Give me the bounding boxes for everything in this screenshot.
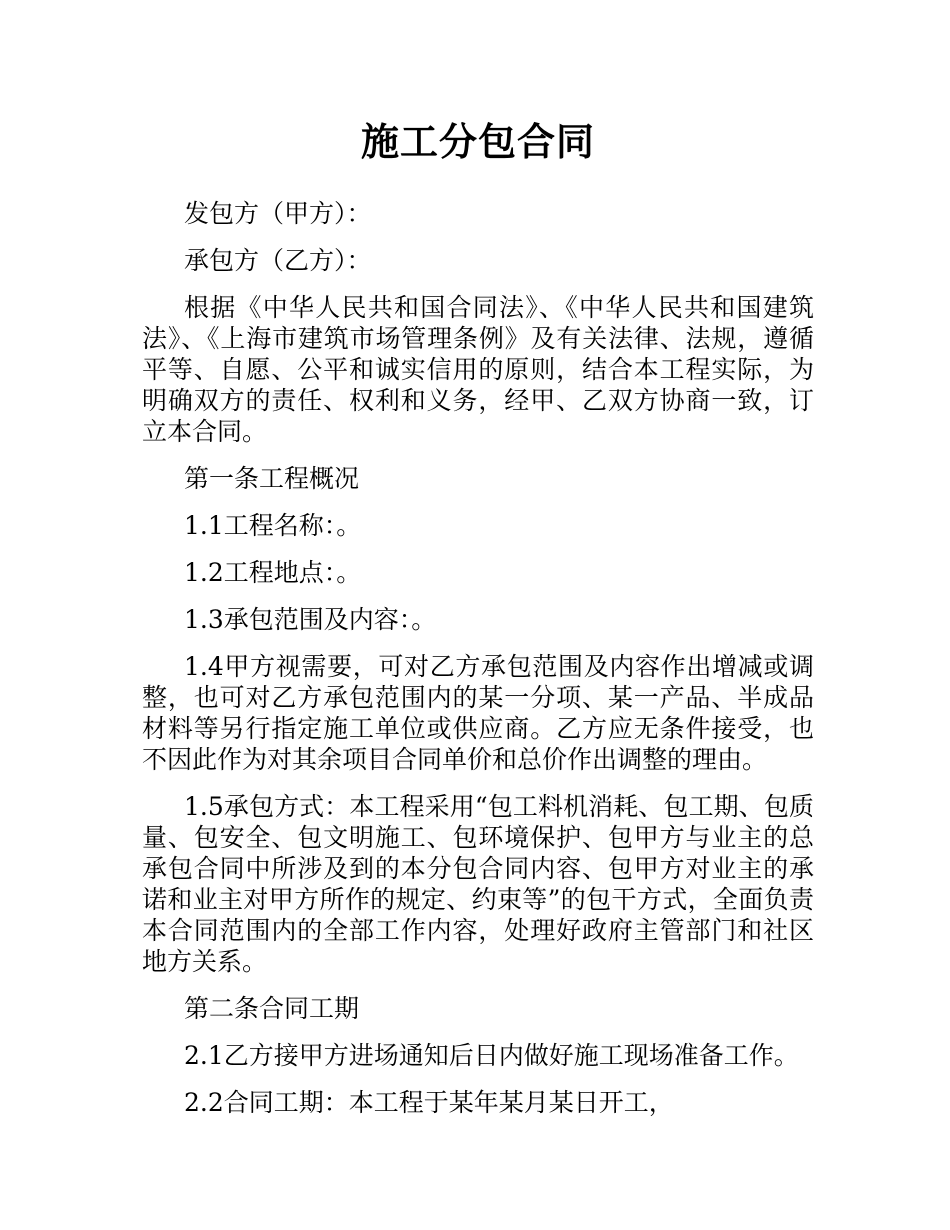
article-2-heading: 第二条合同工期 [184, 994, 360, 1023]
article-1-heading: 第一条工程概况 [184, 464, 360, 493]
party-b-line: 承包方（乙方）： [184, 246, 372, 275]
clause-1-3: 1.3承包范围及内容：。 [184, 605, 437, 634]
clause-2-1: 2.1乙方接甲方进场通知后日内做好施工现场准备工作。 [184, 1041, 799, 1070]
document-page [142, 116, 814, 1134]
clause-2-2: 2.2合同工期：本工程于某年某月某日开工， [184, 1088, 674, 1117]
clause-1-1: 1.1工程名称：。 [184, 511, 362, 540]
clause-1-2: 1.2工程地点：。 [184, 558, 362, 587]
clause-1-4: 1.4甲方视需要，可对乙方承包范围及内容作出增减或调整，也可对乙方承包范围内的某一分项、某一产品、半成品材料等另行指定施工单位或供应商。乙方应无条件接受，也不因此作为对其余项目合同单价和总价作出调整的理由。 [142, 652, 814, 774]
preamble-paragraph: 根据《中华人民共和国合同法》、《中华人民共和国建筑法》、《上海市建筑市场管理条例》及有关法律、法规，遵循平等、自愿、公平和诚实信用的原则，结合本工程实际，为明确双方的责任、权利和义务，经甲、乙双方协商一致，订立本合同。 [142, 293, 814, 446]
clause-1-5: 1.5承包方式：本工程采用“包工料机消耗、包工期、包质量、包安全、包文明施工、包环境保护、包甲方与业主的总承包合同中所涉及到的本分包合同内容、包甲方对业主的承诺和业主对甲方所作的规定、约束等”的包干方式，全面负责本合同范围内的全部工作内容，处理好政府主管部门和社区地方关系。 [142, 792, 814, 976]
document-title: 施工分包合同 [360, 120, 595, 164]
party-a-line: 发包方（甲方）： [184, 199, 372, 228]
